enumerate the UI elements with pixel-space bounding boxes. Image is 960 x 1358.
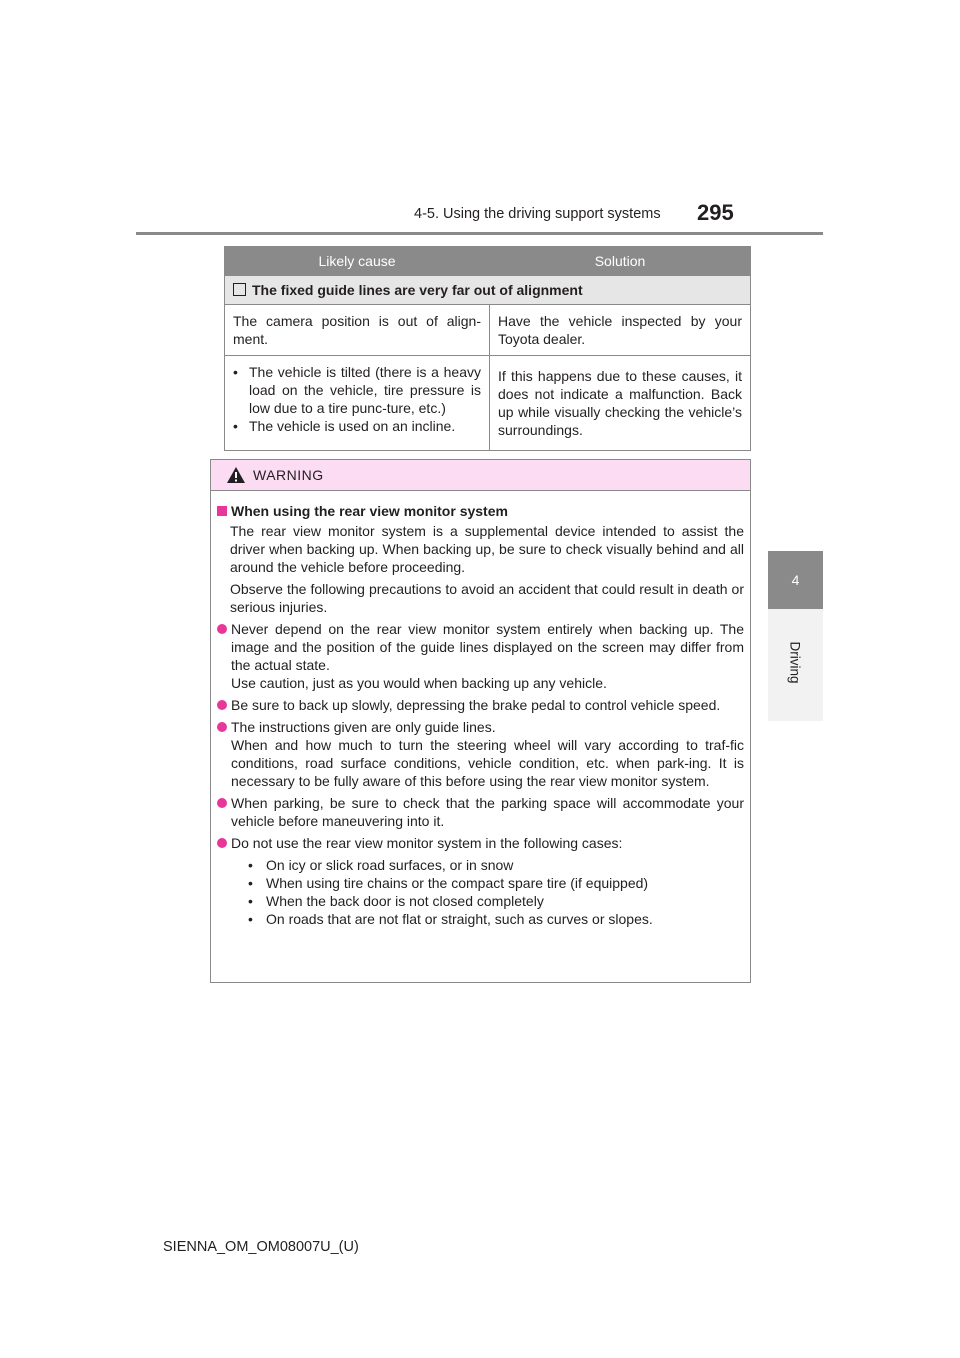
warning-item: Never depend on the rear view monitor system entirely when backing up. The image and the position of the guide lines displayed on the screen may differ from the actual state. Use caution, just as you would when backing up any vehicle.	[217, 620, 744, 692]
chapter-name: Driving	[787, 640, 803, 684]
table-cell-solution	[490, 305, 751, 356]
solution-text: Have the vehicle inspected by your Toyota dealer.	[498, 313, 742, 347]
table-cell-cause	[225, 356, 490, 451]
table-subheading-text: The fixed guide lines are very far out of alignment	[252, 282, 583, 298]
cause-text: The camera position is out of align-ment.	[233, 313, 481, 347]
list-item: • The vehicle is tilted (there is a heavy load on the vehicle, tire pressure is low due to a tire punc-ture, etc.)	[233, 364, 481, 416]
round-bullet-icon	[217, 798, 227, 808]
table-subheading	[225, 276, 751, 305]
footer-document-id: SIENNA_OM_OM08007U_(U)	[163, 1239, 359, 1255]
chapter-tab	[768, 551, 823, 609]
warning-body	[211, 491, 750, 928]
column-header-cause: Likely cause	[225, 247, 490, 276]
page-number: 295	[697, 200, 734, 225]
list-item: • On icy or slick road surfaces, or in snow	[248, 857, 514, 873]
table-header-row	[225, 247, 751, 276]
list-item: • When using tire chains or the compact spare tire (if equipped)	[248, 875, 649, 891]
warning-triangle-icon	[226, 466, 246, 484]
header-rule	[136, 232, 823, 235]
checkbox-icon	[233, 283, 246, 296]
round-bullet-icon	[217, 722, 227, 732]
list-item: • On roads that are not flat or straight, such as curves or slopes.	[248, 911, 653, 927]
chapter-number: 4	[791, 572, 800, 588]
troubleshooting-table	[224, 246, 751, 451]
solution-text: If this happens due to these causes, it does not indicate a malfunction. Back up while visually checking the vehicle’s surroundings.	[498, 368, 742, 438]
round-bullet-icon	[217, 624, 227, 634]
warning-item: The instructions given are only guide lines. When and how much to turn the steering wheel will vary according to traf-fic conditions, road surface conditions, vehicle condition, etc. when park-ing. It is necessary to be fully aware of this before using the rear view monitor system.	[217, 718, 744, 790]
warning-title: WARNING	[253, 467, 324, 483]
chapter-label	[775, 622, 815, 702]
warning-header	[211, 460, 750, 491]
table-row	[225, 305, 751, 356]
header-section-title: 4-5. Using the driving support systems	[414, 206, 661, 222]
round-bullet-icon	[217, 700, 227, 710]
warning-item: When parking, be sure to check that the parking space will accommodate your vehicle before maneuvering into it.	[217, 794, 744, 830]
table-cell-solution	[490, 356, 751, 451]
table-row	[225, 356, 751, 451]
warning-box	[210, 459, 751, 983]
table-cell-cause	[225, 305, 490, 356]
warning-item: Be sure to back up slowly, depressing the brake pedal to control vehicle speed.	[217, 696, 744, 714]
list-item: • When the back door is not closed completely	[248, 893, 544, 909]
warning-item: Do not use the rear view monitor system in the following cases:	[217, 834, 744, 852]
table-subheading-row	[225, 276, 751, 305]
round-bullet-icon	[217, 838, 227, 848]
list-item: • The vehicle is used on an incline.	[233, 418, 456, 434]
warning-heading: When using the rear view monitor system	[217, 502, 744, 520]
column-header-solution: Solution	[490, 247, 751, 276]
warning-paragraph: Observe the following precautions to avoid an accident that could result in death or serious injuries.	[230, 581, 744, 615]
square-bullet-icon	[217, 506, 227, 516]
cases-list	[248, 856, 744, 928]
warning-paragraph: The rear view monitor system is a supplemental device intended to assist the driver when backing up. When backing up, be sure to check visually behind and all around the vehicle before proceeding.	[230, 523, 744, 575]
